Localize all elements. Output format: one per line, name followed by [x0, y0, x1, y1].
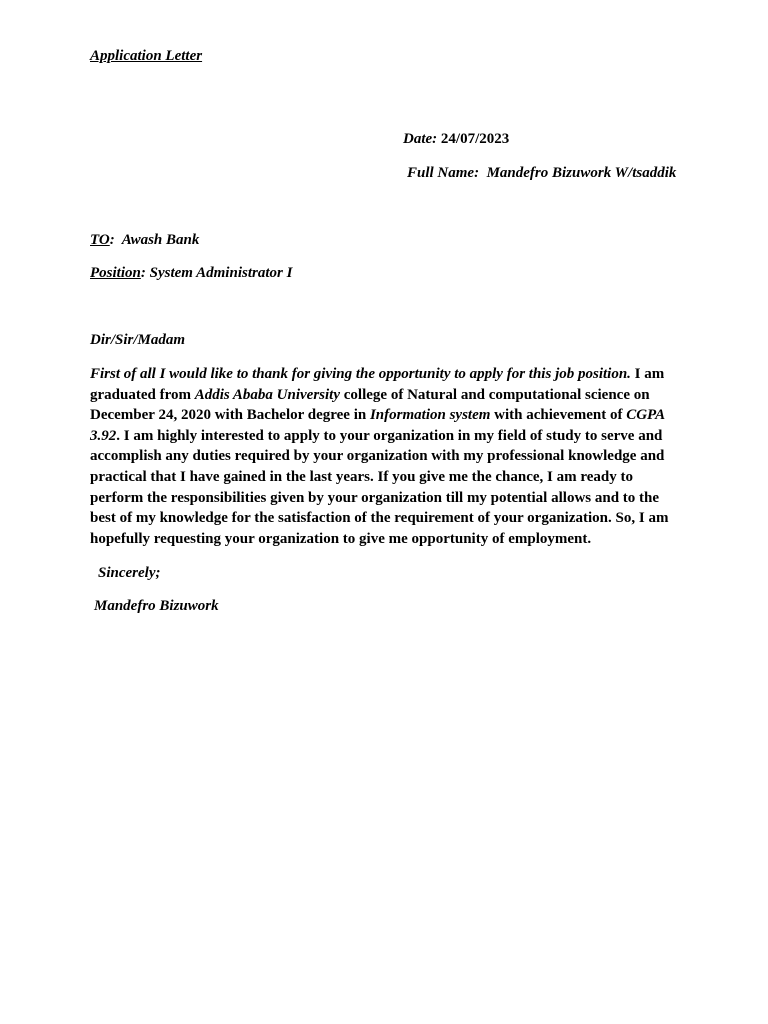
- body-text: graduated from: [90, 386, 195, 403]
- body-text: perform the responsibilities given by your organization till my potential allows and to the: [90, 489, 660, 506]
- body-text: hopefully requesting your organization to give me opportunity of employment.: [90, 530, 592, 547]
- body-text: practical that I have gained in the last years. If you give me the chance, I am ready to: [90, 468, 634, 485]
- recipient-name: Awash Bank: [121, 232, 200, 248]
- salutation: Dir/Sir/Madam: [90, 332, 186, 348]
- body-text: I am: [630, 366, 665, 382]
- body-text: best of my knowledge for the satisfaction of the requirement of your organization. So, I am: [90, 510, 669, 527]
- body-text: . I am highly interested to apply to your organization in my field of study to serve and: [116, 427, 663, 444]
- body-paragraph: [90, 364, 680, 549]
- body-text: college of Natural and computational science on: [340, 386, 650, 403]
- date-label: Date:: [403, 131, 438, 147]
- date-value: 24/07/2023: [440, 131, 510, 147]
- position-line: [90, 264, 292, 282]
- recipient-line: [90, 231, 199, 249]
- full-name-value: Mandefro Bizuwork W/tsaddik: [486, 165, 677, 181]
- full-name-line: [407, 164, 676, 182]
- signature-name: Mandefro Bizuwork: [94, 598, 219, 614]
- body-text: with achievement of: [490, 407, 627, 424]
- to-label: TO: [90, 232, 110, 248]
- to-colon: :: [109, 232, 115, 248]
- degree-field: Information system: [369, 407, 491, 424]
- position-label: Position: [90, 265, 141, 281]
- position-value: System Administrator I: [149, 265, 293, 281]
- closing: Sincerely;: [98, 565, 161, 581]
- date-line: [403, 130, 509, 148]
- cgpa-value: 3.92: [90, 427, 117, 444]
- cgpa-label: CGPA: [626, 407, 666, 424]
- body-text: December 24, 2020 with Bachelor degree in: [90, 407, 370, 424]
- position-colon: :: [140, 265, 146, 281]
- full-name-label: Full Name:: [407, 165, 480, 181]
- body-text: accomplish any duties required by your organization with my professional knowledge and: [90, 448, 665, 465]
- body-text: First of all I would like to thank for giving the opportunity to apply for this job position.: [90, 366, 631, 382]
- letter-heading: Application Letter: [90, 48, 203, 64]
- university-name: Addis Ababa University: [194, 386, 341, 403]
